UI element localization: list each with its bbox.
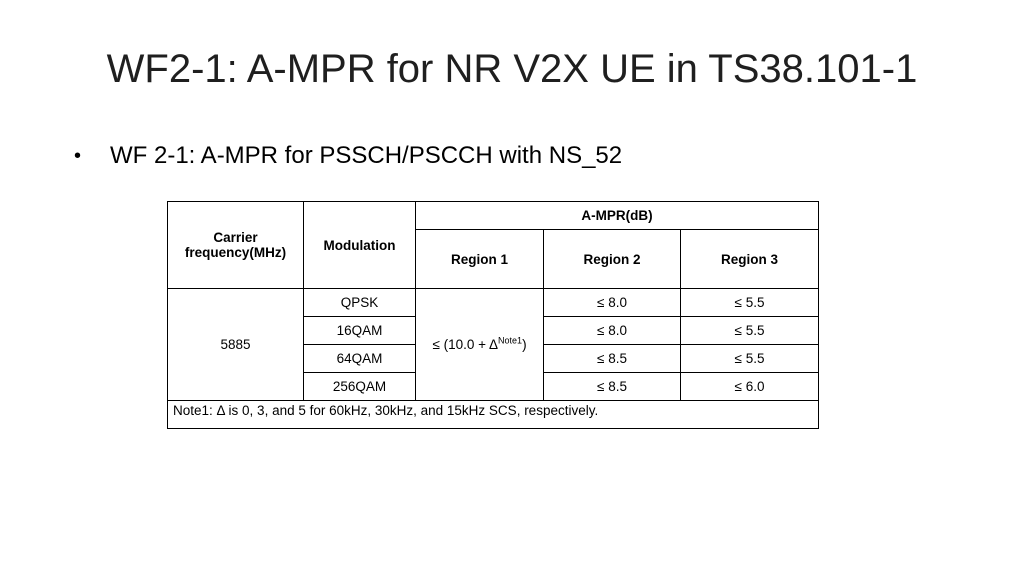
region-2-cell: ≤ 8.5 [544,373,681,401]
table-header-row [168,202,819,230]
region-3-cell: ≤ 5.5 [681,345,819,373]
region-2-cell: ≤ 8.5 [544,345,681,373]
region-1-cell [416,289,544,401]
bullet-text: WF 2-1: A-MPR for PSSCH/PSCCH with NS_52 [110,142,623,169]
region-1-close: ) [522,337,527,352]
modulation-cell: QPSK [304,289,416,317]
header-ampr: A-MPR(dB) [416,202,819,230]
table-row [168,289,819,317]
region-3-cell: ≤ 5.5 [681,317,819,345]
header-region-3: Region 3 [681,230,819,289]
table-note-row [168,401,819,429]
slide-title: WF2-1: A-MPR for NR V2X UE in TS38.101-1 [106,47,918,91]
header-region-1: Region 1 [416,230,544,289]
bullet-icon: • [74,144,82,167]
bullet-item [74,140,622,172]
region-1-value: ≤ (10.0 + Δ [432,337,499,352]
modulation-cell: 16QAM [304,317,416,345]
modulation-cell: 64QAM [304,345,416,373]
ampr-table [167,201,819,429]
header-modulation: Modulation [304,202,416,289]
note-reference: Note1 [498,335,523,346]
table-note: Note1: Δ is 0, 3, and 5 for 60kHz, 30kHz, and 15kHz SCS, respectively. [168,401,819,429]
header-region-2: Region 2 [544,230,681,289]
region-2-cell: ≤ 8.0 [544,289,681,317]
carrier-frequency-cell: 5885 [168,289,304,401]
region-3-cell: ≤ 6.0 [681,373,819,401]
modulation-cell: 256QAM [304,373,416,401]
region-3-cell: ≤ 5.5 [681,289,819,317]
region-2-cell: ≤ 8.0 [544,317,681,345]
header-carrier-frequency: Carrier frequency(MHz) [168,202,304,289]
